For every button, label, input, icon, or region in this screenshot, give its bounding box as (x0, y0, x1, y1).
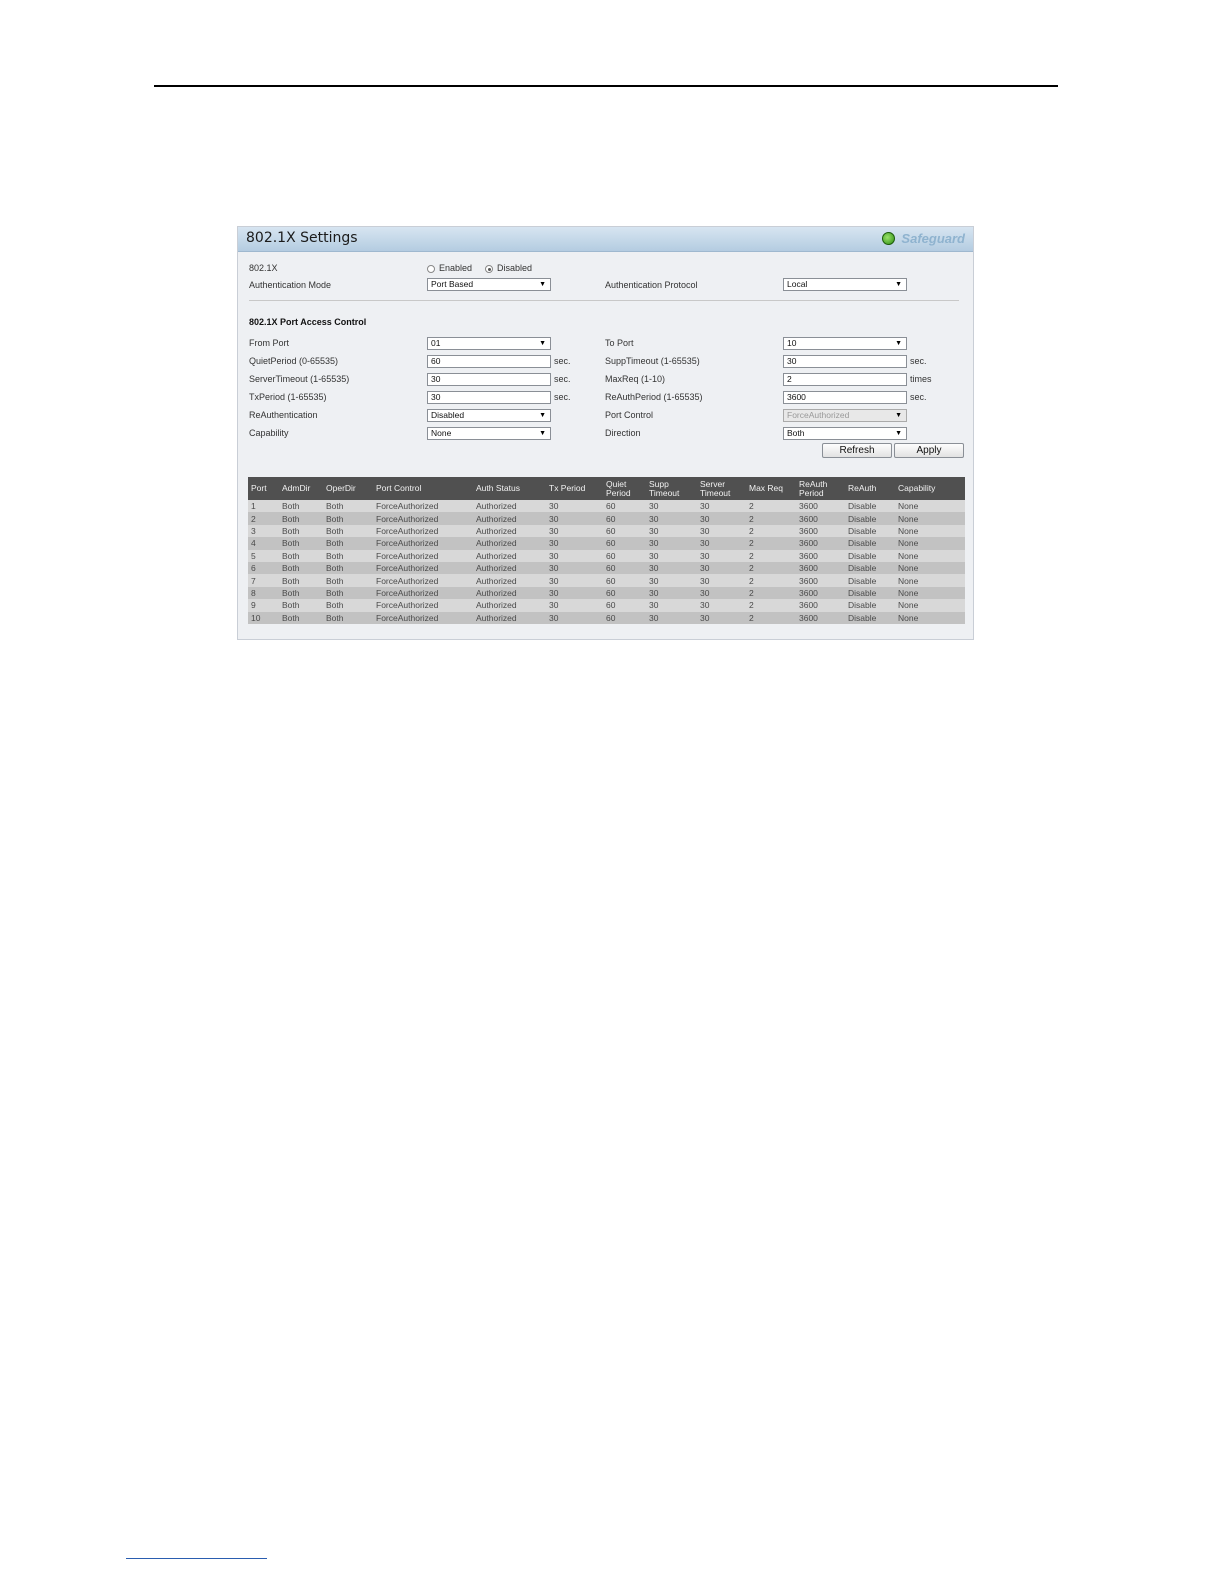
quiet-period-label: QuietPeriod (0-65535) (249, 356, 339, 366)
safeguard-status-icon (882, 232, 895, 245)
table-cell: Both (279, 525, 323, 537)
chevron-down-icon: ▼ (895, 430, 902, 437)
table-header-cell: Capability (895, 477, 965, 500)
table-cell: 3600 (796, 612, 845, 624)
table-cell: ForceAuthorized (373, 550, 473, 562)
table-cell: Both (279, 574, 323, 586)
refresh-button[interactable]: Refresh (822, 443, 892, 458)
reauthentication-value: Disabled (431, 410, 465, 420)
reauth-period-input[interactable]: 3600 (783, 391, 907, 404)
table-cell: ForceAuthorized (373, 512, 473, 524)
table-cell: Both (323, 550, 373, 562)
table-cell: Disable (845, 512, 895, 524)
table-cell: None (895, 525, 965, 537)
table-cell: 2 (746, 562, 796, 574)
reauthentication-label: ReAuthentication (249, 410, 318, 420)
table-cell: 30 (646, 612, 697, 624)
from-port-label: From Port (249, 338, 290, 348)
table-cell: 30 (697, 562, 746, 574)
table-cell: 30 (646, 599, 697, 611)
table-cell: 60 (603, 537, 646, 549)
dot1x-label: 802.1X (249, 263, 278, 273)
table-cell: None (895, 562, 965, 574)
table-cell: 2 (746, 512, 796, 524)
table-cell: Both (323, 587, 373, 599)
max-req-unit: times (910, 374, 932, 384)
table-header-cell: Tx Period (546, 477, 603, 500)
to-port-select[interactable] (783, 337, 907, 350)
table-cell: 30 (546, 612, 603, 624)
table-cell: 30 (546, 562, 603, 574)
table-cell: Disable (845, 599, 895, 611)
table-cell: Authorized (473, 525, 546, 537)
table-cell: Authorized (473, 500, 546, 512)
table-cell: ForceAuthorized (373, 599, 473, 611)
port-control-value: ForceAuthorized (787, 410, 850, 420)
table-cell: Both (323, 500, 373, 512)
table-cell: 30 (546, 599, 603, 611)
apply-button[interactable]: Apply (894, 443, 964, 458)
table-cell: Both (323, 537, 373, 549)
table-cell: 60 (603, 599, 646, 611)
table-cell: ForceAuthorized (373, 612, 473, 624)
table-cell: 10 (248, 612, 279, 624)
table-cell: Authorized (473, 550, 546, 562)
from-port-value: 01 (431, 338, 441, 348)
table-cell: None (895, 599, 965, 611)
table-cell: Both (279, 550, 323, 562)
section-divider (249, 300, 959, 301)
supp-timeout-label: SuppTimeout (1-65535) (605, 356, 700, 366)
table-cell: 60 (603, 587, 646, 599)
table-row (248, 537, 965, 549)
table-cell: 30 (546, 525, 603, 537)
port-control-select (783, 409, 907, 422)
table-cell: 30 (697, 500, 746, 512)
safeguard-label: Safeguard (901, 231, 965, 246)
table-header-cell: Quiet Period (603, 477, 646, 500)
table-cell: 30 (546, 550, 603, 562)
panel-header (238, 227, 973, 252)
table-cell: Both (279, 612, 323, 624)
table-row (248, 574, 965, 586)
table-cell: Both (323, 562, 373, 574)
table-cell: None (895, 587, 965, 599)
table-cell: Disable (845, 525, 895, 537)
reauth-period-label: ReAuthPeriod (1-65535) (605, 392, 703, 402)
table-header-cell: Max Req (746, 477, 796, 500)
table-cell: 8 (248, 587, 279, 599)
table-cell: 30 (697, 587, 746, 599)
footer-link-rule (126, 1558, 267, 1559)
table-cell: 30 (697, 599, 746, 611)
table-cell: 30 (546, 500, 603, 512)
table-cell: 60 (603, 574, 646, 586)
max-req-input[interactable]: 2 (783, 373, 907, 386)
from-port-select[interactable] (427, 337, 551, 350)
table-cell: 7 (248, 574, 279, 586)
port-access-table (248, 477, 965, 624)
table-row (248, 562, 965, 574)
table-row (248, 587, 965, 599)
table-cell: 3600 (796, 525, 845, 537)
table-cell: 9 (248, 599, 279, 611)
table-cell: 60 (603, 512, 646, 524)
table-cell: 2 (746, 587, 796, 599)
capability-label: Capability (249, 428, 289, 438)
table-cell: ForceAuthorized (373, 587, 473, 599)
auth-mode-select[interactable] (427, 278, 551, 291)
table-cell: ForceAuthorized (373, 537, 473, 549)
table-cell: Both (323, 512, 373, 524)
table-cell: Disable (845, 537, 895, 549)
table-cell: None (895, 612, 965, 624)
page-title: 802.1X Settings (246, 230, 358, 246)
table-cell: Both (323, 525, 373, 537)
table-cell: Disable (845, 500, 895, 512)
server-timeout-input[interactable]: 30 (427, 373, 551, 386)
table-cell: Both (323, 599, 373, 611)
table-cell: 2 (746, 525, 796, 537)
table-cell: Both (279, 512, 323, 524)
table-cell: Authorized (473, 587, 546, 599)
table-cell: 30 (546, 587, 603, 599)
table-cell: 30 (697, 512, 746, 524)
table-cell: 2 (746, 500, 796, 512)
capability-select[interactable] (427, 427, 551, 440)
supp-timeout-input[interactable]: 30 (783, 355, 907, 368)
auth-protocol-select[interactable] (783, 278, 907, 291)
table-cell: 30 (646, 587, 697, 599)
chevron-down-icon: ▼ (895, 281, 902, 288)
direction-select[interactable] (783, 427, 907, 440)
table-cell: Disable (845, 574, 895, 586)
table-cell: 30 (646, 574, 697, 586)
table-cell: Authorized (473, 537, 546, 549)
table-row (248, 525, 965, 537)
table-cell: 60 (603, 550, 646, 562)
table-header-row (248, 477, 965, 500)
dot1x-enabled-radio[interactable] (427, 265, 435, 273)
port-control-label: Port Control (605, 410, 654, 420)
table-cell: Authorized (473, 512, 546, 524)
table-cell: 3600 (796, 550, 845, 562)
table-cell: 3600 (796, 599, 845, 611)
table-cell: 2 (746, 599, 796, 611)
dot1x-settings-panel (237, 226, 974, 640)
table-cell: 60 (603, 612, 646, 624)
chevron-down-icon: ▼ (539, 340, 546, 347)
dot1x-disabled-radio[interactable] (485, 265, 493, 273)
table-cell: 30 (546, 574, 603, 586)
table-row (248, 612, 965, 624)
reauth-period-unit: sec. (910, 392, 927, 402)
auth-mode-label: Authentication Mode (249, 280, 332, 290)
tx-period-input[interactable]: 30 (427, 391, 551, 404)
table-header-cell: Supp Timeout (646, 477, 697, 500)
supp-timeout-unit: sec. (910, 356, 927, 366)
table-cell: Disable (845, 612, 895, 624)
tx-period-label: TxPeriod (1-65535) (249, 392, 327, 402)
table-cell: None (895, 550, 965, 562)
table-cell: 30 (697, 612, 746, 624)
table-cell: 6 (248, 562, 279, 574)
table-cell: Disable (845, 550, 895, 562)
table-cell: 30 (646, 550, 697, 562)
reauthentication-select[interactable] (427, 409, 551, 422)
table-cell: Both (323, 574, 373, 586)
table-cell: None (895, 500, 965, 512)
capability-value: None (431, 428, 452, 438)
table-cell: 30 (646, 525, 697, 537)
table-cell: Disable (845, 587, 895, 599)
table-cell: Authorized (473, 562, 546, 574)
chevron-down-icon: ▼ (895, 412, 902, 419)
page-top-rule (154, 85, 1058, 87)
table-cell: 3600 (796, 500, 845, 512)
table-header-cell: Port Control (373, 477, 473, 500)
table-header-cell: ReAuth Period (796, 477, 845, 500)
table-cell: Authorized (473, 612, 546, 624)
table-cell: 30 (646, 512, 697, 524)
chevron-down-icon: ▼ (539, 281, 546, 288)
table-cell: Both (279, 562, 323, 574)
safeguard-indicator (882, 231, 965, 246)
table-cell: Both (279, 537, 323, 549)
table-cell: 2 (746, 550, 796, 562)
to-port-value: 10 (787, 338, 797, 348)
table-row (248, 512, 965, 524)
table-cell: 3600 (796, 562, 845, 574)
enabled-label: Enabled (439, 263, 473, 273)
table-cell: 2 (746, 537, 796, 549)
table-cell: Both (279, 500, 323, 512)
table-cell: 30 (697, 537, 746, 549)
tx-period-unit: sec. (554, 392, 571, 402)
table-body (248, 500, 965, 624)
auth-protocol-value: Local (787, 279, 808, 289)
table-cell: 30 (546, 537, 603, 549)
table-cell: 4 (248, 537, 279, 549)
server-timeout-unit: sec. (554, 374, 571, 384)
chevron-down-icon: ▼ (895, 340, 902, 347)
table-cell: 60 (603, 500, 646, 512)
table-row (248, 550, 965, 562)
table-cell: ForceAuthorized (373, 574, 473, 586)
table-header-cell: OperDir (323, 477, 373, 500)
table-cell: Both (279, 599, 323, 611)
table-cell: None (895, 512, 965, 524)
table-cell: 3600 (796, 574, 845, 586)
table-cell: 3600 (796, 587, 845, 599)
table-cell: Both (279, 587, 323, 599)
table-header-cell: Server Timeout (697, 477, 746, 500)
server-timeout-label: ServerTimeout (1-65535) (249, 374, 350, 384)
table-cell: 2 (248, 512, 279, 524)
table-cell: ForceAuthorized (373, 525, 473, 537)
table-cell: 30 (546, 512, 603, 524)
chevron-down-icon: ▼ (539, 412, 546, 419)
table-cell: 2 (746, 574, 796, 586)
table-cell: 30 (697, 550, 746, 562)
chevron-down-icon: ▼ (539, 430, 546, 437)
to-port-label: To Port (605, 338, 634, 348)
table-header-cell: ReAuth (845, 477, 895, 500)
quiet-period-input[interactable]: 60 (427, 355, 551, 368)
table-cell: 60 (603, 525, 646, 537)
table-cell: Both (323, 612, 373, 624)
table-cell: 3 (248, 525, 279, 537)
table-cell: 3600 (796, 537, 845, 549)
table-cell: None (895, 537, 965, 549)
table-cell: 30 (646, 500, 697, 512)
table-header-cell: Port (248, 477, 279, 500)
table-cell: ForceAuthorized (373, 500, 473, 512)
table-cell: Authorized (473, 574, 546, 586)
table-header-cell: Auth Status (473, 477, 546, 500)
table-cell: Authorized (473, 599, 546, 611)
table-cell: 30 (646, 537, 697, 549)
table-cell: 30 (697, 574, 746, 586)
direction-label: Direction (605, 428, 641, 438)
table-cell: None (895, 574, 965, 586)
section-title: 802.1X Port Access Control (249, 317, 367, 327)
table-row (248, 599, 965, 611)
max-req-label: MaxReq (1-10) (605, 374, 666, 384)
table-cell: 30 (697, 525, 746, 537)
table-cell: Disable (845, 562, 895, 574)
auth-mode-value: Port Based (431, 279, 474, 289)
table-cell: 2 (746, 612, 796, 624)
table-row (248, 500, 965, 512)
table-cell: 1 (248, 500, 279, 512)
auth-protocol-label: Authentication Protocol (605, 280, 698, 290)
table-cell: ForceAuthorized (373, 562, 473, 574)
table-header-cell: AdmDir (279, 477, 323, 500)
table-cell: 60 (603, 562, 646, 574)
table-cell: 5 (248, 550, 279, 562)
quiet-period-unit: sec. (554, 356, 571, 366)
table-cell: 30 (646, 562, 697, 574)
table-cell: 3600 (796, 512, 845, 524)
disabled-label: Disabled (497, 263, 533, 273)
direction-value: Both (787, 428, 805, 438)
